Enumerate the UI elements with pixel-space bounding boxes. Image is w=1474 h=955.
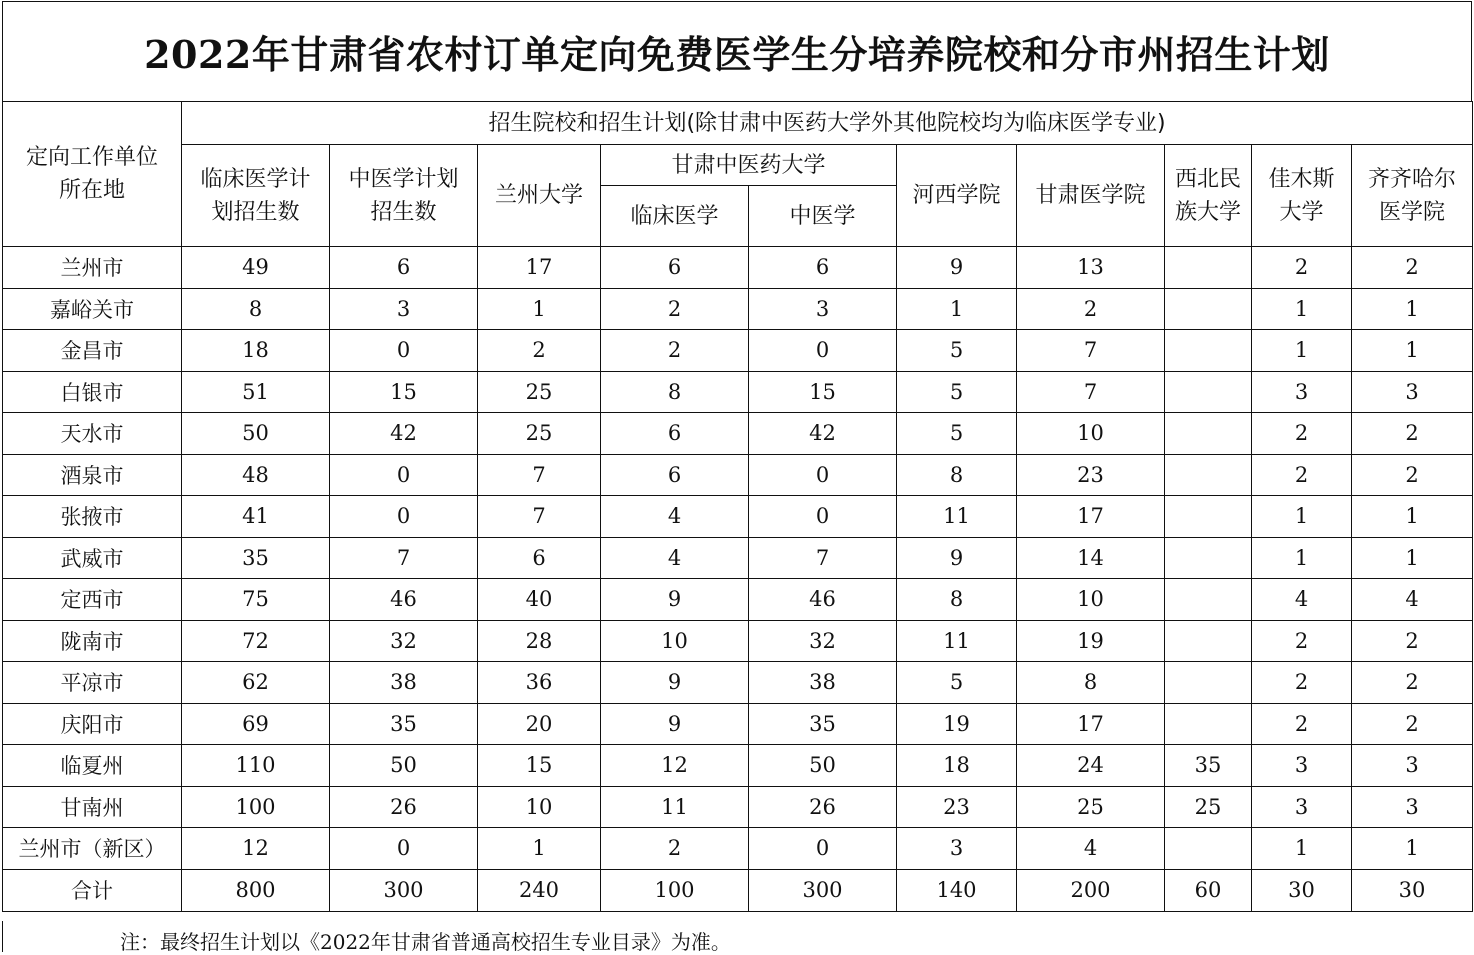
table-row — [3, 786, 1473, 828]
value-cell: 100 — [601, 869, 749, 911]
region-cell: 陇南市 — [3, 620, 182, 662]
region-cell: 酒泉市 — [3, 454, 182, 496]
value-cell: 51 — [182, 371, 330, 413]
value-cell: 35 — [330, 703, 478, 745]
value-cell: 3 — [1352, 786, 1473, 828]
value-cell: 6 — [601, 454, 749, 496]
footnote: 注：最终招生计划以《2022年甘肃省普通高校招生专业目录》为准。 — [120, 930, 731, 954]
value-cell: 11 — [897, 496, 1017, 538]
table-row — [3, 537, 1473, 579]
value-cell: 2 — [601, 330, 749, 372]
value-cell: 30 — [1252, 869, 1352, 911]
value-cell: 60 — [1165, 869, 1252, 911]
value-cell: 3 — [1252, 371, 1352, 413]
value-cell: 6 — [601, 413, 749, 455]
value-cell: 1 — [1352, 496, 1473, 538]
table-row — [3, 496, 1473, 538]
value-cell: 0 — [330, 828, 478, 870]
value-cell: 26 — [749, 786, 897, 828]
header-gansu-tcm-clinical: 临床医学 — [601, 186, 749, 247]
value-cell: 17 — [1017, 496, 1165, 538]
value-cell: 0 — [749, 828, 897, 870]
value-cell: 100 — [182, 786, 330, 828]
value-cell: 10 — [1017, 413, 1165, 455]
value-cell: 6 — [601, 247, 749, 289]
region-cell: 武威市 — [3, 537, 182, 579]
value-cell — [1165, 579, 1252, 621]
total-label: 合计 — [3, 869, 182, 911]
value-cell: 72 — [182, 620, 330, 662]
header-group: 招生院校和招生计划(除甘肃中医药大学外其他院校均为临床医学专业) — [182, 102, 1473, 145]
region-cell: 庆阳市 — [3, 703, 182, 745]
enrollment-table — [2, 101, 1473, 912]
value-cell: 26 — [330, 786, 478, 828]
value-cell: 1 — [1352, 537, 1473, 579]
value-cell: 18 — [182, 330, 330, 372]
value-cell: 6 — [330, 247, 478, 289]
value-cell: 4 — [1017, 828, 1165, 870]
value-cell: 46 — [330, 579, 478, 621]
value-cell: 41 — [182, 496, 330, 538]
total-row — [3, 869, 1473, 911]
value-cell: 2 — [1352, 620, 1473, 662]
value-cell: 2 — [601, 288, 749, 330]
value-cell: 3 — [330, 288, 478, 330]
value-cell: 2 — [1252, 413, 1352, 455]
value-cell: 8 — [182, 288, 330, 330]
value-cell: 35 — [182, 537, 330, 579]
value-cell: 3 — [1252, 786, 1352, 828]
value-cell: 62 — [182, 662, 330, 704]
value-cell: 23 — [1017, 454, 1165, 496]
region-cell: 甘南州 — [3, 786, 182, 828]
value-cell — [1165, 703, 1252, 745]
value-cell: 4 — [601, 537, 749, 579]
value-cell: 4 — [1352, 579, 1473, 621]
value-cell: 46 — [749, 579, 897, 621]
value-cell: 17 — [478, 247, 601, 289]
region-cell: 天水市 — [3, 413, 182, 455]
value-cell: 0 — [330, 330, 478, 372]
value-cell: 25 — [1017, 786, 1165, 828]
value-cell: 50 — [330, 745, 478, 787]
value-cell: 2 — [1352, 247, 1473, 289]
value-cell — [1165, 828, 1252, 870]
value-cell: 19 — [1017, 620, 1165, 662]
value-cell: 9 — [601, 662, 749, 704]
value-cell: 0 — [749, 496, 897, 538]
value-cell: 36 — [478, 662, 601, 704]
value-cell: 38 — [330, 662, 478, 704]
header-gansu-medical: 甘肃医学院 — [1017, 145, 1165, 247]
table-row — [3, 413, 1473, 455]
value-cell: 2 — [601, 828, 749, 870]
value-cell: 25 — [1165, 786, 1252, 828]
header-northwest-minzu: 西北民族大学 — [1165, 145, 1252, 247]
region-cell: 白银市 — [3, 371, 182, 413]
value-cell: 2 — [1252, 703, 1352, 745]
value-cell — [1165, 496, 1252, 538]
value-cell: 7 — [1017, 371, 1165, 413]
value-cell: 19 — [897, 703, 1017, 745]
table-row — [3, 828, 1473, 870]
value-cell: 7 — [478, 496, 601, 538]
value-cell — [1165, 330, 1252, 372]
table-row — [3, 703, 1473, 745]
value-cell: 8 — [897, 579, 1017, 621]
value-cell: 8 — [897, 454, 1017, 496]
value-cell: 12 — [182, 828, 330, 870]
region-cell: 张掖市 — [3, 496, 182, 538]
table-row — [3, 745, 1473, 787]
value-cell: 1 — [897, 288, 1017, 330]
value-cell: 300 — [749, 869, 897, 911]
value-cell: 2 — [1017, 288, 1165, 330]
value-cell: 10 — [478, 786, 601, 828]
value-cell — [1165, 620, 1252, 662]
table-row — [3, 371, 1473, 413]
value-cell: 300 — [330, 869, 478, 911]
value-cell: 1 — [478, 288, 601, 330]
value-cell: 8 — [601, 371, 749, 413]
value-cell: 6 — [478, 537, 601, 579]
region-cell: 兰州市 — [3, 247, 182, 289]
value-cell: 7 — [330, 537, 478, 579]
table-row — [3, 454, 1473, 496]
value-cell: 3 — [1352, 371, 1473, 413]
value-cell: 42 — [749, 413, 897, 455]
value-cell: 23 — [897, 786, 1017, 828]
region-cell: 金昌市 — [3, 330, 182, 372]
value-cell: 15 — [749, 371, 897, 413]
value-cell: 40 — [478, 579, 601, 621]
value-cell: 30 — [1352, 869, 1473, 911]
value-cell: 5 — [897, 413, 1017, 455]
value-cell — [1165, 454, 1252, 496]
value-cell: 4 — [1252, 579, 1352, 621]
value-cell: 1 — [1252, 537, 1352, 579]
value-cell: 48 — [182, 454, 330, 496]
value-cell: 42 — [330, 413, 478, 455]
value-cell: 0 — [749, 330, 897, 372]
region-cell: 临夏州 — [3, 745, 182, 787]
header-tcm-plan: 中医学计划招生数 — [330, 145, 478, 247]
value-cell: 110 — [182, 745, 330, 787]
value-cell: 50 — [749, 745, 897, 787]
value-cell: 9 — [601, 579, 749, 621]
value-cell — [1165, 413, 1252, 455]
value-cell: 18 — [897, 745, 1017, 787]
value-cell: 200 — [1017, 869, 1165, 911]
value-cell: 10 — [1017, 579, 1165, 621]
value-cell: 5 — [897, 330, 1017, 372]
value-cell: 28 — [478, 620, 601, 662]
value-cell: 69 — [182, 703, 330, 745]
value-cell: 35 — [749, 703, 897, 745]
value-cell: 32 — [749, 620, 897, 662]
value-cell: 7 — [749, 537, 897, 579]
value-cell: 6 — [749, 247, 897, 289]
value-cell: 5 — [897, 371, 1017, 413]
value-cell: 9 — [897, 537, 1017, 579]
value-cell: 4 — [601, 496, 749, 538]
value-cell: 32 — [330, 620, 478, 662]
value-cell: 1 — [1252, 828, 1352, 870]
value-cell: 2 — [1352, 454, 1473, 496]
value-cell: 7 — [478, 454, 601, 496]
value-cell: 1 — [478, 828, 601, 870]
value-cell: 0 — [749, 454, 897, 496]
value-cell: 35 — [1165, 745, 1252, 787]
page-title: 2022年甘肃省农村订单定向免费医学生分培养院校和分市州招生计划 — [2, 1, 1472, 101]
value-cell — [1165, 288, 1252, 330]
header-region: 定向工作单位所在地 — [3, 102, 182, 247]
value-cell: 13 — [1017, 247, 1165, 289]
value-cell: 2 — [1352, 662, 1473, 704]
value-cell: 1 — [1252, 288, 1352, 330]
value-cell: 38 — [749, 662, 897, 704]
value-cell: 2 — [1252, 662, 1352, 704]
region-cell: 平凉市 — [3, 662, 182, 704]
value-cell: 20 — [478, 703, 601, 745]
value-cell: 1 — [1252, 496, 1352, 538]
value-cell: 2 — [1252, 454, 1352, 496]
value-cell: 25 — [478, 371, 601, 413]
value-cell: 8 — [1017, 662, 1165, 704]
value-cell: 1 — [1352, 828, 1473, 870]
header-gansu-tcm-tcm: 中医学 — [749, 186, 897, 247]
value-cell: 2 — [1352, 413, 1473, 455]
header-lanzhou-univ: 兰州大学 — [478, 145, 601, 247]
value-cell: 15 — [330, 371, 478, 413]
region-cell: 兰州市（新区） — [3, 828, 182, 870]
header-qiqihar: 齐齐哈尔医学院 — [1352, 145, 1473, 247]
value-cell: 14 — [1017, 537, 1165, 579]
value-cell: 24 — [1017, 745, 1165, 787]
table-row — [3, 579, 1473, 621]
value-cell: 2 — [1352, 703, 1473, 745]
value-cell: 3 — [749, 288, 897, 330]
value-cell: 0 — [330, 496, 478, 538]
value-cell: 75 — [182, 579, 330, 621]
value-cell: 10 — [601, 620, 749, 662]
value-cell: 9 — [601, 703, 749, 745]
value-cell: 800 — [182, 869, 330, 911]
region-cell: 嘉峪关市 — [3, 288, 182, 330]
value-cell — [1165, 371, 1252, 413]
value-cell: 15 — [478, 745, 601, 787]
value-cell: 240 — [478, 869, 601, 911]
value-cell: 50 — [182, 413, 330, 455]
value-cell: 25 — [478, 413, 601, 455]
table-row — [3, 620, 1473, 662]
value-cell: 1 — [1352, 288, 1473, 330]
value-cell: 12 — [601, 745, 749, 787]
value-cell: 9 — [897, 247, 1017, 289]
value-cell: 11 — [601, 786, 749, 828]
value-cell: 140 — [897, 869, 1017, 911]
value-cell: 2 — [1252, 620, 1352, 662]
value-cell — [1165, 537, 1252, 579]
value-cell: 11 — [897, 620, 1017, 662]
table-row — [3, 247, 1473, 289]
value-cell — [1165, 247, 1252, 289]
header-clinical-plan: 临床医学计划招生数 — [182, 145, 330, 247]
header-gansu-tcm-univ: 甘肃中医药大学 — [601, 145, 897, 186]
value-cell: 3 — [1352, 745, 1473, 787]
header-jiamusi: 佳木斯大学 — [1252, 145, 1352, 247]
value-cell: 5 — [897, 662, 1017, 704]
value-cell: 2 — [478, 330, 601, 372]
header-hexi: 河西学院 — [897, 145, 1017, 247]
table-row — [3, 662, 1473, 704]
value-cell: 7 — [1017, 330, 1165, 372]
value-cell: 49 — [182, 247, 330, 289]
value-cell: 2 — [1252, 247, 1352, 289]
region-cell: 定西市 — [3, 579, 182, 621]
table-row — [3, 330, 1473, 372]
value-cell: 3 — [897, 828, 1017, 870]
value-cell: 1 — [1352, 330, 1473, 372]
value-cell: 17 — [1017, 703, 1165, 745]
table-row — [3, 288, 1473, 330]
value-cell: 1 — [1252, 330, 1352, 372]
value-cell: 3 — [1252, 745, 1352, 787]
value-cell: 0 — [330, 454, 478, 496]
value-cell — [1165, 662, 1252, 704]
